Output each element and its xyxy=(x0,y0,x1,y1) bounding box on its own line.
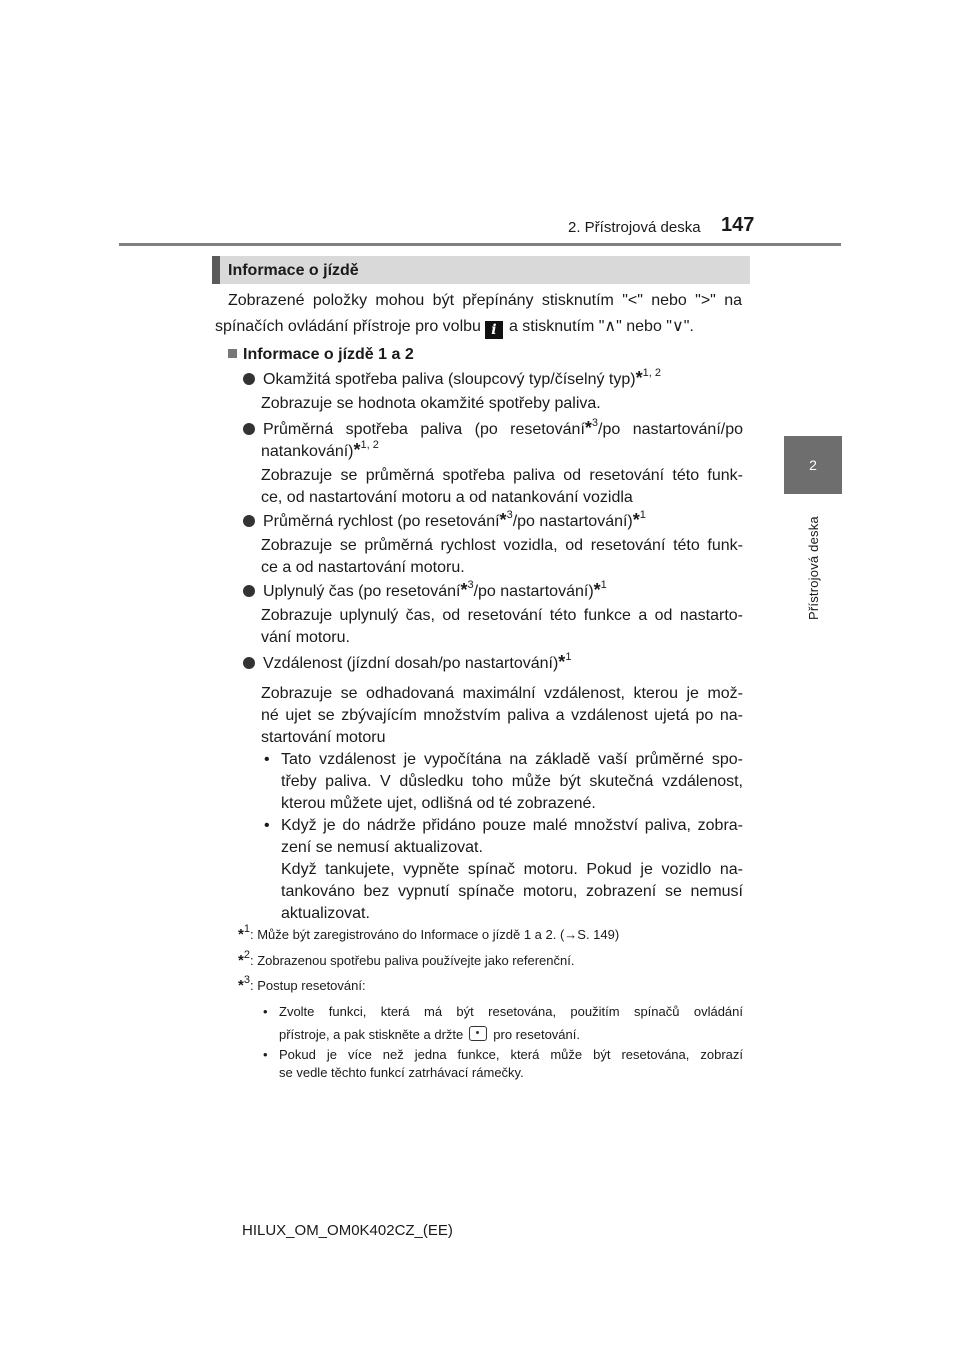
note-2-line-3: Když tankujete, vypněte spínač motoru. Pokud je vozidlo na- xyxy=(281,861,743,878)
note-1-line-3: kterou můžete ujet, odlišná od té zobrazené. xyxy=(281,795,596,812)
item-title-5: Vzdálenost (jízdní dosah/po nastartování)*$^1$ xyxy=(243,651,571,675)
item-desc-4b: vání motoru. xyxy=(261,629,350,646)
square-bullet-icon xyxy=(228,349,237,358)
item-title-2-cont: natankování)*$^{1, 2}$ xyxy=(261,438,379,460)
item-desc-4a: Zobrazuje uplynulý čas, od resetování této funkce a od nastarto- xyxy=(261,607,743,624)
dot-bullet-icon: • xyxy=(263,1004,268,1019)
header-rule xyxy=(119,243,841,246)
item-title-2: Průměrná spotřeba paliva (po resetování*$^3$/po nastartování/po xyxy=(243,417,743,441)
footnote-3-step-1-line-1: Zvolte funkci, která má být resetována, použitím spínačů ovládání xyxy=(279,1004,743,1019)
circle-bullet-icon xyxy=(243,657,255,669)
item-title-text: Okamžitá spotřeba paliva (sloupcový typ/číselný typ) xyxy=(263,371,636,388)
footnote-star: * xyxy=(238,977,244,994)
footnote-2 xyxy=(238,948,575,970)
running-header-section: 2. Přístrojová deska xyxy=(568,219,701,236)
item-title-text: Uplynulý čas (po resetování xyxy=(263,583,461,600)
footnote-ref: 3 xyxy=(467,578,474,591)
dot-bullet-icon: • xyxy=(264,751,270,768)
footnote-ref: 1 xyxy=(600,578,607,591)
footnote-3-step-2-line-2: se vedle těchto funkcí zatrhávací rámečky. xyxy=(279,1065,524,1080)
chapter-number: 2 xyxy=(809,457,817,473)
footnote-ref: 1 xyxy=(639,508,646,521)
footnote-number: 2 xyxy=(243,948,250,961)
item-title-1: Okamžitá spotřeba paliva (sloupcový typ/číselný typ)*$^{1, 2}$ xyxy=(243,367,661,391)
footnote-ref: 1, 2 xyxy=(642,366,661,379)
footnote-step-text: přístroje, a pak stiskněte a držte xyxy=(279,1027,464,1042)
item-desc-3b: ce a od nastartování motoru. xyxy=(261,559,465,576)
footnote-ref: 1 xyxy=(565,650,572,663)
note-2-line-2: zení se nemusí aktualizovat. xyxy=(281,839,483,856)
circle-bullet-icon xyxy=(243,373,255,385)
note-1-line-1: Tato vzdálenost je vypočítána na základě vaší průměrné spo- xyxy=(281,751,743,768)
item-desc-1: Zobrazuje se hodnota okamžité spotřeby paliva. xyxy=(261,395,601,412)
footnote-1 xyxy=(238,922,620,944)
footnote-ref: 3 xyxy=(506,508,513,521)
document-code-footer: HILUX_OM_OM0K402CZ_(EE) xyxy=(242,1222,453,1239)
item-title-3: Průměrná rychlost (po resetování*$^3$/po nastartování)*$^1$ xyxy=(243,509,646,533)
footnote-star: * xyxy=(238,926,244,943)
footnote-text: : Postup resetování: xyxy=(249,978,366,993)
footnote-3-step-1-line-2 xyxy=(279,1026,580,1044)
subheading xyxy=(228,344,414,366)
item-title-text: Průměrná spotřeba paliva (po resetování xyxy=(263,421,585,438)
footnote-text: : Může být zaregistrováno do Informace o jízdě 1 a 2. (→S. 149) xyxy=(249,927,620,942)
enter-button-icon xyxy=(469,1026,487,1041)
circle-bullet-icon xyxy=(243,423,255,435)
dot-bullet-icon: • xyxy=(264,817,270,834)
chapter-tab xyxy=(784,436,842,494)
chapter-tab-label-container xyxy=(784,500,842,620)
intro-line-2 xyxy=(215,316,694,339)
item-desc-3a: Zobrazuje se průměrná rychlost vozidla, od resetování této funk- xyxy=(261,537,743,554)
footnote-star: * xyxy=(238,952,244,969)
subheading-text: Informace o jízdě 1 a 2 xyxy=(243,346,414,363)
note-1-line-2: třeby paliva. V důsledku toho může být skutečná vzdálenost, xyxy=(281,773,743,790)
note-2-line-5: aktualizovat. xyxy=(281,905,370,922)
footnote-step-text: pro resetování. xyxy=(493,1027,580,1042)
item-title-text: /po nastartování) xyxy=(473,583,594,600)
page-number: 147 xyxy=(721,214,755,236)
dot-bullet-icon: • xyxy=(263,1047,268,1062)
circle-bullet-icon xyxy=(243,585,255,597)
footnote-ref: 3 xyxy=(591,416,599,429)
info-icon: i xyxy=(485,321,503,339)
item-desc-2a: Zobrazuje se průměrná spotřeba paliva od resetování této funk- xyxy=(261,467,743,484)
item-desc-5c: startování motoru xyxy=(261,729,386,746)
section-title: Informace o jízdě xyxy=(228,262,359,279)
chapter-tab-label: Přístrojová deska xyxy=(805,516,821,620)
item-title-text: /po nastartování/po xyxy=(598,421,744,438)
note-2-line-4: tankováno bez vypnutí spínače motoru, zobrazení se nemusí xyxy=(281,883,743,900)
item-desc-5b: né ujet se zbývajícím množstvím paliva a vzdálenost ujetá po na- xyxy=(261,707,743,724)
footnote-3 xyxy=(238,973,366,995)
note-2-line-1: Když je do nádrže přidáno pouze malé množství paliva, zobra- xyxy=(281,817,743,834)
item-title-4: Uplynulý čas (po resetování*$^3$/po nastartování)*$^1$ xyxy=(243,579,607,603)
footnote-number: 3 xyxy=(243,973,250,986)
footnote-ref: 1, 2 xyxy=(360,438,379,451)
item-title-text: Průměrná rychlost (po resetování xyxy=(263,513,500,530)
item-title-text: /po nastartování) xyxy=(512,513,633,530)
footnote-3-step-2-line-1: Pokud je více než jedna funkce, která může být resetována, zobrazí xyxy=(279,1047,743,1062)
footnote-text: : Zobrazenou spotřebu paliva používejte jako referenční. xyxy=(249,953,575,968)
footnote-number: 1 xyxy=(243,922,250,935)
item-desc-5a: Zobrazuje se odhadovaná maximální vzdálenost, kterou je mož- xyxy=(261,685,743,702)
item-desc-2b: ce, od nastartování motoru a od natankování vozidla xyxy=(261,489,633,506)
item-title-text: natankování) xyxy=(261,443,354,460)
circle-bullet-icon xyxy=(243,515,255,527)
intro-line-1: Zobrazené položky mohou být přepínány stisknutím "<" nebo ">" na xyxy=(228,292,742,309)
intro-text: spínačích ovládání přístroje pro volbu xyxy=(215,318,481,335)
intro-text-2: a stisknutím "∧" nebo "∨". xyxy=(508,318,694,335)
item-title-text: Vzdálenost (jízdní dosah/po nastartování) xyxy=(263,655,559,672)
